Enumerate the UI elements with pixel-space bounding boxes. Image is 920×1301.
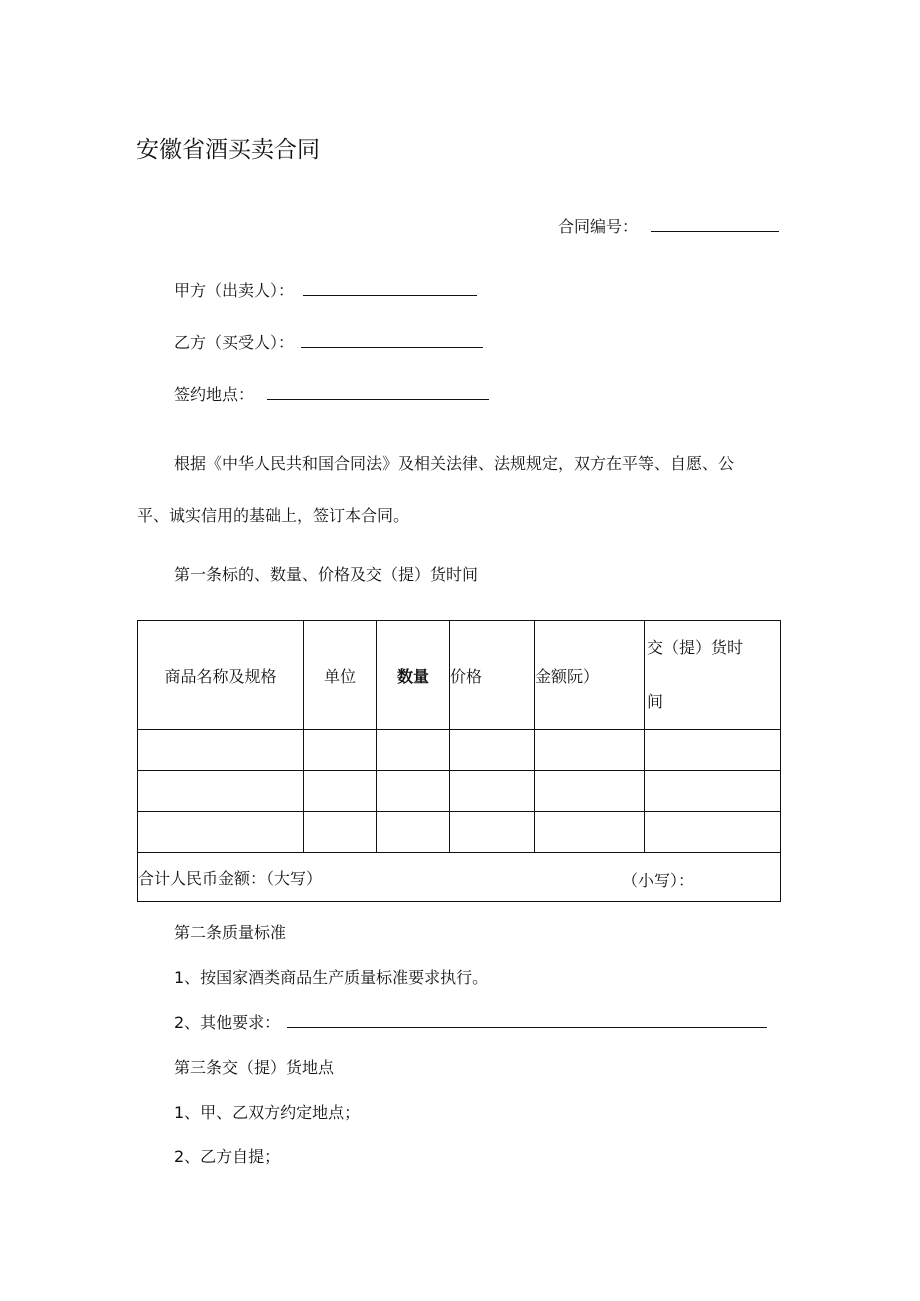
header-delivery-time-line1: 交（提）货时 bbox=[647, 638, 744, 657]
party-a-label: 甲方（出卖人）： bbox=[174, 281, 295, 300]
total-cell[interactable] bbox=[138, 853, 781, 902]
party-b-blank[interactable] bbox=[301, 346, 483, 348]
party-b-row bbox=[174, 330, 483, 353]
header-unit: 单位 bbox=[304, 621, 377, 730]
article3-item2: 2、乙方自提； bbox=[174, 1147, 281, 1166]
header-delivery-time bbox=[645, 621, 781, 730]
table-cell[interactable] bbox=[535, 730, 645, 771]
table-cell[interactable] bbox=[138, 730, 304, 771]
header-price: 价格 bbox=[450, 621, 535, 730]
sign-place-blank[interactable] bbox=[267, 398, 489, 400]
party-a-blank[interactable] bbox=[303, 294, 477, 296]
table-cell[interactable] bbox=[450, 730, 535, 771]
intro-line-1: 根据《中华人民共和国合同法》及相关法律、法规规定，双方在平等、自愿、公 bbox=[174, 454, 735, 473]
other-requirements-blank[interactable] bbox=[287, 1026, 767, 1028]
table-cell[interactable] bbox=[535, 771, 645, 812]
contract-number-row bbox=[558, 214, 779, 237]
article2-item2-label: 2、其他要求： bbox=[174, 1013, 281, 1032]
intro-line-2: 平、诚实信用的基础上，签订本合同。 bbox=[137, 506, 410, 525]
document-title: 安徽省酒买卖合同 bbox=[136, 137, 320, 163]
table-cell[interactable] bbox=[304, 771, 377, 812]
table-cell[interactable] bbox=[138, 771, 304, 812]
table-cell[interactable] bbox=[450, 771, 535, 812]
goods-table bbox=[137, 620, 781, 902]
table-cell[interactable] bbox=[645, 771, 781, 812]
total-small-label: （小写）： bbox=[622, 871, 695, 890]
table-row bbox=[138, 771, 781, 812]
table-header-row bbox=[138, 621, 781, 730]
sign-place-label: 签约地点： bbox=[174, 385, 255, 404]
header-delivery-time-line2: 间 bbox=[647, 692, 664, 711]
table-cell[interactable] bbox=[450, 812, 535, 853]
article2-title: 第二条质量标准 bbox=[174, 923, 287, 942]
contract-number-label: 合同编号： bbox=[558, 217, 639, 236]
article2-item2-row bbox=[174, 1010, 767, 1033]
table-cell[interactable] bbox=[377, 771, 450, 812]
article1-title: 第一条标的、数量、价格及交（提）货时间 bbox=[174, 565, 479, 584]
article3-title: 第三条交（提）货地点 bbox=[174, 1058, 335, 1077]
sign-place-row bbox=[174, 382, 489, 405]
table-total-row bbox=[138, 853, 781, 902]
table-cell[interactable] bbox=[535, 812, 645, 853]
table-cell[interactable] bbox=[377, 812, 450, 853]
party-b-label: 乙方（买受人）： bbox=[174, 333, 295, 352]
contract-number-blank[interactable] bbox=[651, 230, 779, 232]
article2-item1: 1、按国家酒类商品生产质量标准要求执行。 bbox=[174, 968, 489, 987]
table-row bbox=[138, 812, 781, 853]
header-product-name: 商品名称及规格 bbox=[138, 621, 304, 730]
party-a-row bbox=[174, 278, 477, 301]
total-label: 合计人民币金额：（大写） bbox=[138, 868, 323, 888]
table-cell[interactable] bbox=[377, 730, 450, 771]
header-quantity: 数量 bbox=[377, 621, 450, 730]
table-cell[interactable] bbox=[304, 812, 377, 853]
table-cell[interactable] bbox=[138, 812, 304, 853]
header-amount: 金额阮） bbox=[535, 621, 645, 730]
article3-item1: 1、甲、乙双方约定地点； bbox=[174, 1103, 361, 1122]
table-cell[interactable] bbox=[304, 730, 377, 771]
table-row bbox=[138, 730, 781, 771]
table-cell[interactable] bbox=[645, 812, 781, 853]
table-cell[interactable] bbox=[645, 730, 781, 771]
